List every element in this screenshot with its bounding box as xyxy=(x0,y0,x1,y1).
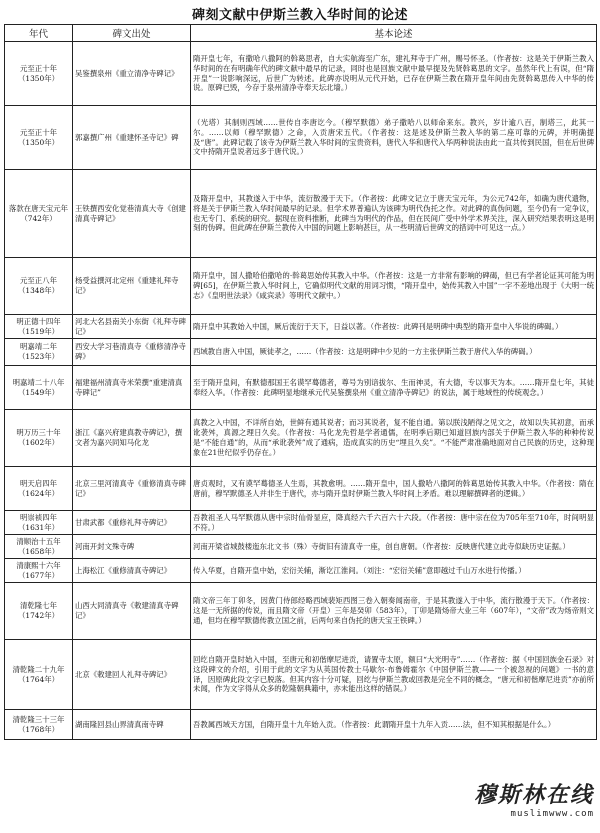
table-row xyxy=(5,315,597,339)
row-argument: 隋文帝三年丁卯冬，因黄门侍郎经略西域裴矩西图三卷入朝奏闻南帝，于是其教遂入于中华，流行散漫于天下。（作者按：这是一无所据的传说，而且隋文帝（开皇）三年是癸卯（583年），丁卯是隋炀帝大业三年（607年），“文帝”改为炀帝则文通，但均在穆罕默德传教立国之前，后两句来自伪托的唐天宝王铁碑。） xyxy=(191,583,597,640)
row-argument: 隋开皇七年，有撒哈八撒阿的斡葛思者，自大实航海至广东，建礼拜寺于广州，赐号怀圣。（作者按：这是关于伊斯兰教入华时间的在有明确年代的碑文献中最早的记录，同时也是回族文献中最早提及先贤斡葛思的文字。虽然年代上有误，但“隋开皇”一说影响深远，后世广为转述。此碑亦说明从元代开始，已存在伊斯兰教在隋开皇年间由先贤斡葛思传入中华的传说。原碑已毁，今存于泉州清净寺奉天坛北墙。） xyxy=(191,42,597,106)
row-year: 清乾隆二十九年（1764年） xyxy=(5,640,73,710)
watermark-url: muslimwww.com xyxy=(510,809,594,819)
table-row xyxy=(5,410,597,467)
row-source: 浙江《嘉兴府建真教寺碑记》，撰文者为嘉兴同知马化龙 xyxy=(73,410,191,467)
table-row xyxy=(5,710,597,740)
row-argument: 回纥自隋开皇时始入中国，至唐元和初偕摩尼进贡，请置寺太原，额曰“大光明寺”……（作者按：据《中国回族金石录》对这段碑文的介绍，引用于此的文字为从英国传教士马歇尔·布鲁姆霍尔《中国伊斯兰教——一个被忽视的问题》一书的意译，因原碑此段文字已脱落。但其内容十分可疑，回纥与伊斯兰教或回教是完全不同的概念，“唐元和初偕摩尼进贡”亦前所未闻，作为文字得从众多的乾隆朝典籍中，亦未能出这样的错误。） xyxy=(191,640,597,710)
row-argument: （光塔）其制则西域……世传自李唐讫今。（穆罕默德）弟子撒哈八以师命来东。教兴，岁计逾八百，制塔三，此其一尔。……以师（穆罕默德）之命，入贡唐宋五代。（作者按：这是述及伊斯兰教入华的第二座可靠的元碑，并明确提及“唐”。此碑记载了该寺为伊斯兰教入华时间的宝贵资料，唐代入华和唐代入华两种说法由此一直共传到民国，但在后世碑文中持隋开皇说者远多于唐代说。） xyxy=(191,106,597,170)
row-source: 福建福州清真寺米荣撰“重建清真寺碑记” xyxy=(73,366,191,410)
table-row xyxy=(5,339,597,366)
row-year: 明正德十四年（1519年） xyxy=(5,315,73,339)
row-year: 落款在唐天宝元年（742年） xyxy=(5,170,73,258)
row-year: 明嘉靖二十八年（1549年） xyxy=(5,366,73,410)
row-argument: 至于隋开皇间，有默德那国王名谟罕蓦德者，尊号为别谙拔尔、生而神灵，有大德，专以事天为本。……隋开皇七年，其徒奉经入华。（作者按：此碑明显地继承元代吴鉴撰泉州《重立清净寺碑记》的说法，属于地域性的传统观念。） xyxy=(191,366,597,410)
table-row xyxy=(5,106,597,170)
row-source: 郭嘉撰广州《重建怀圣寺记》碑 xyxy=(73,106,191,170)
table-row xyxy=(5,467,597,511)
row-year: 清乾隆三十三年（1768年） xyxy=(5,710,73,740)
row-year: 明万历三十年（1602年） xyxy=(5,410,73,467)
row-argument: 隋开皇中，国人撒哈伯撒哈的·斡葛思始传其教入中华。（作者按：这是一方非常有影响的碑碣，但已有学者论证其可能为明碑[65]，在伊斯兰教入华时间上，它确似明代文献的用词习惯，“隋开皇中，始传其教入中国”一字不差地出现于《大明一统志》《皇明世法录》《咸宾录》等明代文献中。） xyxy=(191,258,597,315)
row-source: 甘肃武都《重修礼拜寺碑记》 xyxy=(73,511,191,535)
row-year: 元至正十年（1350年） xyxy=(5,42,73,106)
table-row xyxy=(5,583,597,640)
row-year: 清康熙十六年（1677年） xyxy=(5,559,73,583)
row-source: 西安大学习巷清真寺《重修清净寺碑》 xyxy=(73,339,191,366)
row-argument: 吾教祖圣人马罕默德从唐中宗时仙骨显应，降真经六千六百六十六段。（作者按：唐中宗在位为705年至710年，时间明显不符。） xyxy=(191,511,597,535)
row-source: 上海松江《重修清真寺碑记》 xyxy=(73,559,191,583)
row-year: 明天启四年（1624年） xyxy=(5,467,73,511)
table-row xyxy=(5,640,597,710)
table-row xyxy=(5,258,597,315)
header-row xyxy=(5,25,597,42)
table-row xyxy=(5,559,597,583)
row-year: 明嘉靖二年（1523年） xyxy=(5,339,73,366)
table-row xyxy=(5,511,597,535)
row-year: 清顺治十五年（1658年） xyxy=(5,535,73,559)
table-row xyxy=(5,535,597,559)
row-source: 北京三里河清真寺《重修清真寺碑记》 xyxy=(73,467,191,511)
row-argument: 西域教自唐入中国，厥徒孝之，……（作者按：这是明碑中少见的一方主张伊斯兰教于唐代入华的碑碣。） xyxy=(191,339,597,366)
row-source: 河北大名县南关小东街《礼拜寺碑记》 xyxy=(73,315,191,339)
row-source: 山西大同清真寺《敕建清真寺碑记》 xyxy=(73,583,191,640)
row-argument: 河南开梁省城鼓楼迤东北文书（殊）寺街旧有清真寺一座，创自唐朝。（作者按：反映唐代建立此寺似缺历史证据。） xyxy=(191,535,597,559)
row-year: 清乾隆七年（1742年） xyxy=(5,583,73,640)
header-argument: 基本论述 xyxy=(191,25,597,42)
table-title: 碑刻文献中伊斯兰教入华时间的论述 xyxy=(191,8,408,23)
watermark-text: 穆斯林在线 xyxy=(473,782,594,808)
row-argument: 隋开皇中其教始入中国，厥后流衍于天下，日益以著。（作者按：此碑刊是明碑中典型的隋开皇中入华说的碑碣。） xyxy=(191,315,597,339)
row-source: 吴鉴撰泉州《重立清净寺碑记》 xyxy=(73,42,191,106)
header-year: 年代 xyxy=(5,25,73,42)
row-year: 元至正十年（1350年） xyxy=(5,106,73,170)
header-source: 碑文出处 xyxy=(73,25,191,42)
row-argument: 唐贞观时，又有谟罕蓦德圣人生焉，其教愈明。……隋开皇中，国人撒哈八撒阿的斡葛思始传其教入中华。（作者按：隋在唐前，穆罕默德圣人并非生于唐代，亦与隋开皇时伊斯兰教入华时间上矛盾。难以理解撰碑者的逻辑。） xyxy=(191,467,597,511)
row-source: 湖南隆回县山界清真南寺碑 xyxy=(73,710,191,740)
row-source: 河南开封文殊寺碑 xyxy=(73,535,191,559)
table-row xyxy=(5,170,597,258)
row-argument: 传入华夏，自隋开皇中始，宏衍关辅，渐讫江淮间。（刘注：“宏衍关辅”意即越过千山万水进行传播。） xyxy=(191,559,597,583)
row-argument: 及隋开皇中，其教遂入于中华，流衍散漫于天下。（作者按：此碑文记立于唐天宝元年，为公元742年，如确为唐代遗物，将是关于伊斯兰教入华时间最早的记录。但学术界普遍认为该碑为明代伪托之作。对此碑的真伪问题，至今仍有一定争议，也无专门、系统的研究。据现在资料推断，此碑当为明代的作品，但在民间广受中外学术界关注，深入研究结果表明这是明刻的伪碑。但此碑在伊斯兰教传入中国的问题上影响甚巨，从一些明清后世碑文的措词中可见这一点。） xyxy=(191,170,597,258)
stele-table xyxy=(4,24,597,740)
row-source: 北京《敕建回人礼拜寺碑记》 xyxy=(73,640,191,710)
watermark-logo xyxy=(474,778,594,819)
row-year: 明崇祯四年（1631年） xyxy=(5,511,73,535)
table-row xyxy=(5,42,597,106)
row-year: 元至正八年（1348年） xyxy=(5,258,73,315)
row-source: 王铁撰西安化觉巷清真大寺《创建清真寺碑记》 xyxy=(73,170,191,258)
row-argument: 吾教属西域天方国，自隋开皇十九年始入贡。（作者按：此谓隋开皇十九年入贡……法，但不知其根据是什么。） xyxy=(191,710,597,740)
row-argument: 真教之入中国，不详所自始，世鲜有通其说者；而习其说者，复不能自通。第以朕浅陋得之见文之，故知以失其初意，而承讹袭舛，真源之理日久矣。（作者按：马化龙先哲是学者通儒，在明季后期已知道回族内部关于伊斯兰教入华的种种传说是“不能自通”的，从而“承讹袭舛”成了通病，造成真实的历史“埋且久矣”。“不能严肃准确地面对自己民族的历史，这种现象在21世纪似乎仍存在。） xyxy=(191,410,597,467)
table-row xyxy=(5,366,597,410)
row-source: 杨受益撰河北定州《重建礼拜寺记》 xyxy=(73,258,191,315)
